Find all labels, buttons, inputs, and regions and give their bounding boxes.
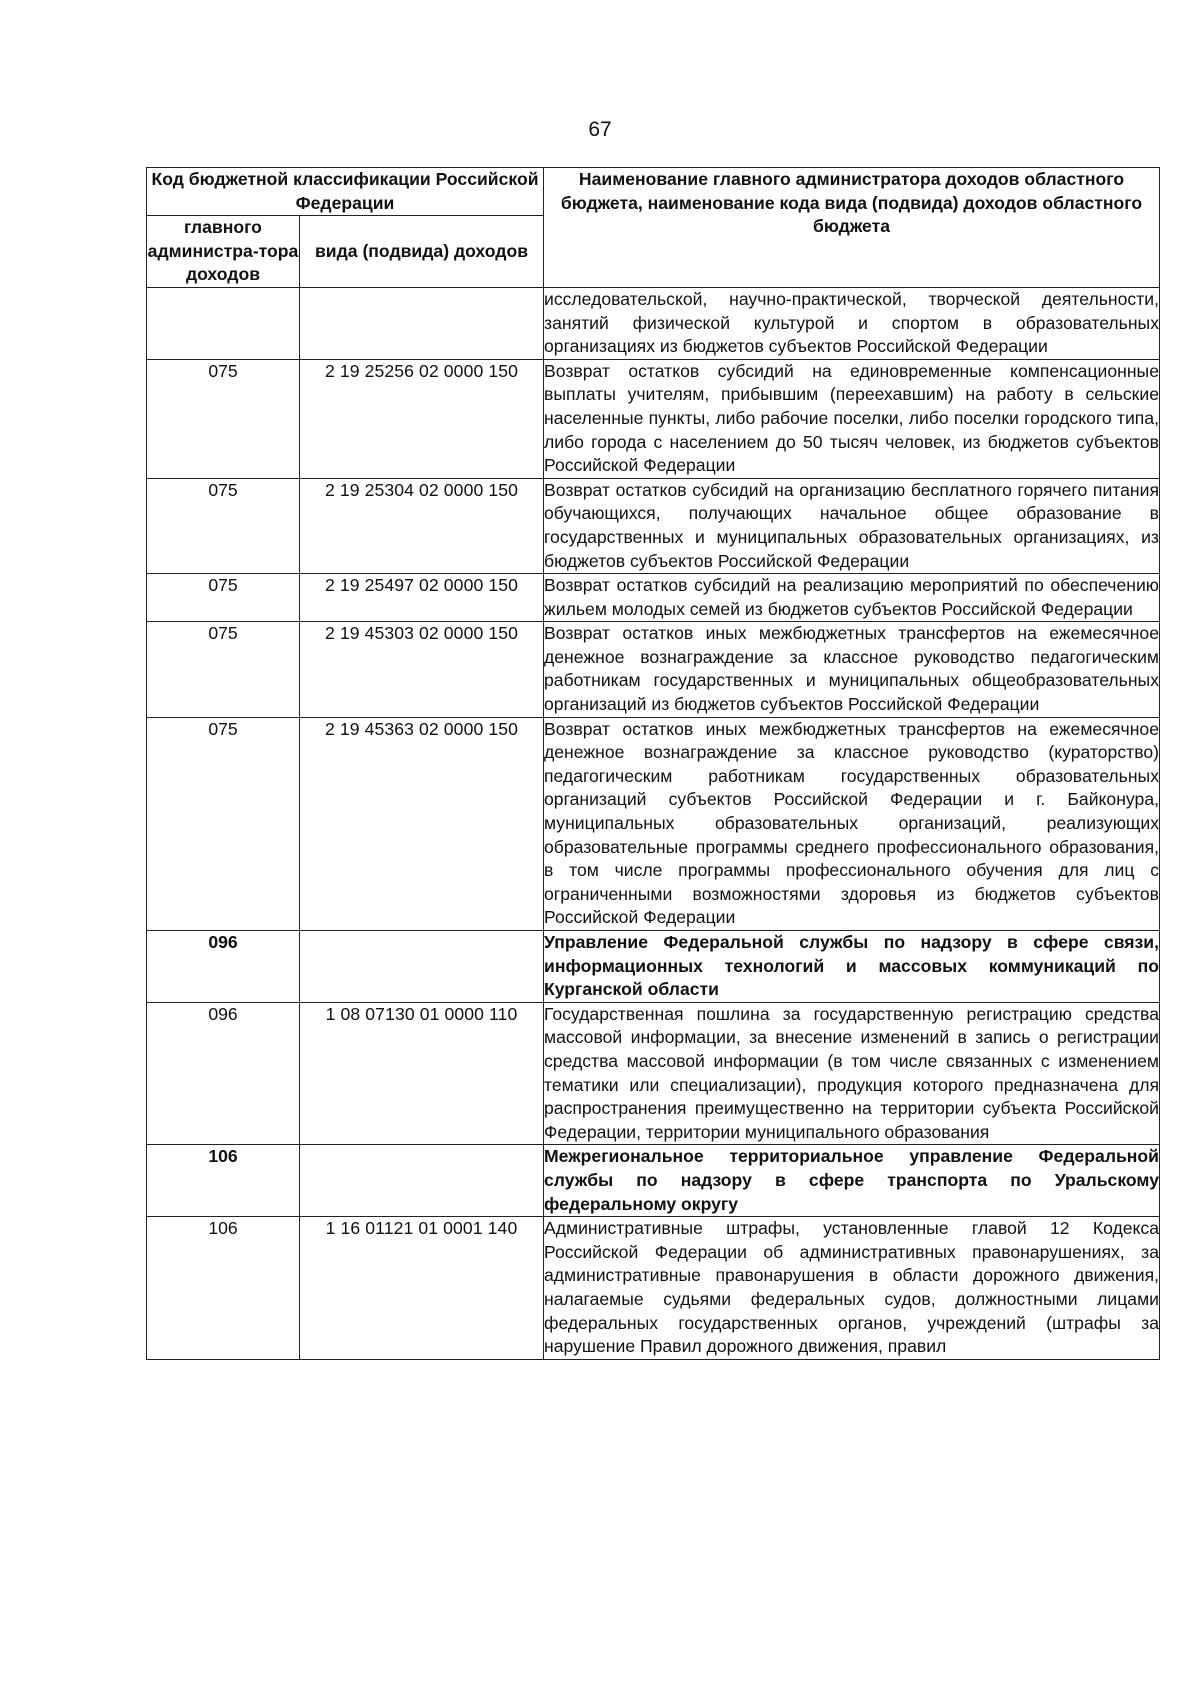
admin-code-cell: 096	[147, 1002, 300, 1145]
admin-code-cell: 075	[147, 717, 300, 930]
income-code-cell: 2 19 25256 02 0000 150	[300, 359, 544, 478]
header-admin-column: главного администра-тора доходов	[147, 216, 300, 288]
income-name-cell: Возврат остатков субсидий на реализацию мероприятий по обеспечению жильем молодых семей из бюджетов субъектов Российской Федерации	[544, 574, 1160, 622]
income-name-cell: исследовательской, научно-практической, творческой деятельности, занятий физической культурой и спортом в образовательных организациях из бюджетов субъектов Российской Федерации	[544, 287, 1160, 359]
admin-code-cell: 106	[147, 1145, 300, 1217]
admin-code-cell: 075	[147, 359, 300, 478]
income-code-cell: 2 19 45363 02 0000 150	[300, 717, 544, 930]
income-name-cell: Межрегиональное территориальное управление Федеральной службы по надзору в сфере транспорта по Уральскому федеральному округу	[544, 1145, 1160, 1217]
admin-code-cell: 106	[147, 1217, 300, 1360]
income-code-cell	[300, 931, 544, 1003]
income-code-cell	[300, 1145, 544, 1217]
header-type-column: вида (подвида) доходов	[300, 216, 544, 288]
admin-code-cell: 096	[147, 931, 300, 1003]
table-row	[147, 931, 1160, 1003]
income-code-cell: 2 19 25497 02 0000 150	[300, 574, 544, 622]
income-name-cell: Возврат остатков иных межбюджетных трансфертов на ежемесячное денежное вознаграждение за классное руководство педагогическим работникам государственных и муниципальных общеобразовательных организаций из бюджетов субъектов Российской Федерации	[544, 622, 1160, 717]
admin-code-cell: 075	[147, 574, 300, 622]
table-body	[147, 287, 1160, 1359]
table-row	[147, 1217, 1160, 1360]
income-name-cell: Возврат остатков субсидий на организацию бесплатного горячего питания обучающихся, получающих начальное общее образование в государственных и муниципальных образовательных организациях, из бюджетов субъектов Российской Федерации	[544, 478, 1160, 573]
income-name-cell: Государственная пошлина за государственную регистрацию средства массовой информации, за внесение изменений в запись о регистрации средства массовой информации (в том числе связанных с изменением тематики или специализации), продукция которого предназначена для распространения преимущественно на территории субъекта Российской Федерации, территории муниципального образования	[544, 1002, 1160, 1145]
table-row	[147, 574, 1160, 622]
admin-code-cell	[147, 287, 300, 359]
income-code-cell: 2 19 25304 02 0000 150	[300, 478, 544, 573]
income-code-cell: 1 16 01121 01 0001 140	[300, 1217, 544, 1360]
page-number: 67	[588, 118, 612, 141]
income-name-cell: Возврат остатков иных межбюджетных трансфертов на ежемесячное денежное вознаграждение за классное руководство (кураторство) педагогическим работникам государственных образовательных организаций субъектов Российской Федерации и г. Байконура, муниципальных образовательных организаций, реализующих образовательные программы среднего профессионального образования, в том числе программы профессионального обучения для лиц с ограниченными возможностями здоровья из бюджетов субъектов Российской Федерации	[544, 717, 1160, 930]
table-row	[147, 359, 1160, 478]
header-name-column: Наименование главного администратора доходов областного бюджета, наименование кода вида (подвида) доходов областного бюджета	[544, 168, 1160, 288]
admin-code-cell: 075	[147, 478, 300, 573]
income-name-cell: Управление Федеральной службы по надзору в сфере связи, информационных технологий и массовых коммуникаций по Курганской области	[544, 931, 1160, 1003]
income-code-cell	[300, 287, 544, 359]
table-row	[147, 478, 1160, 573]
income-code-cell: 2 19 45303 02 0000 150	[300, 622, 544, 717]
table-header	[147, 168, 1160, 288]
income-name-cell: Административные штрафы, установленные главой 12 Кодекса Российской Федерации об административных правонарушениях, за административные правонарушения в области дорожного движения, налагаемые судьями федеральных судов, должностными лицами федеральных государственных органов, учреждений (штрафы за нарушение Правил дорожного движения, правил	[544, 1217, 1160, 1360]
table-row	[147, 1145, 1160, 1217]
budget-classification-table	[146, 167, 1160, 1360]
income-code-cell: 1 08 07130 01 0000 110	[300, 1002, 544, 1145]
table-row	[147, 1002, 1160, 1145]
table-row	[147, 622, 1160, 717]
admin-code-cell: 075	[147, 622, 300, 717]
table-row	[147, 717, 1160, 930]
income-name-cell: Возврат остатков субсидий на единовременные компенсационные выплаты учителям, прибывшим (переехавшим) на работу в сельские населенные пункты, либо рабочие поселки, либо поселки городского типа, либо города с населением до 50 тысяч человек, из бюджетов субъектов Российской Федерации	[544, 359, 1160, 478]
header-code-group: Код бюджетной классификации Российской Федерации	[147, 168, 544, 216]
table-row	[147, 287, 1160, 359]
